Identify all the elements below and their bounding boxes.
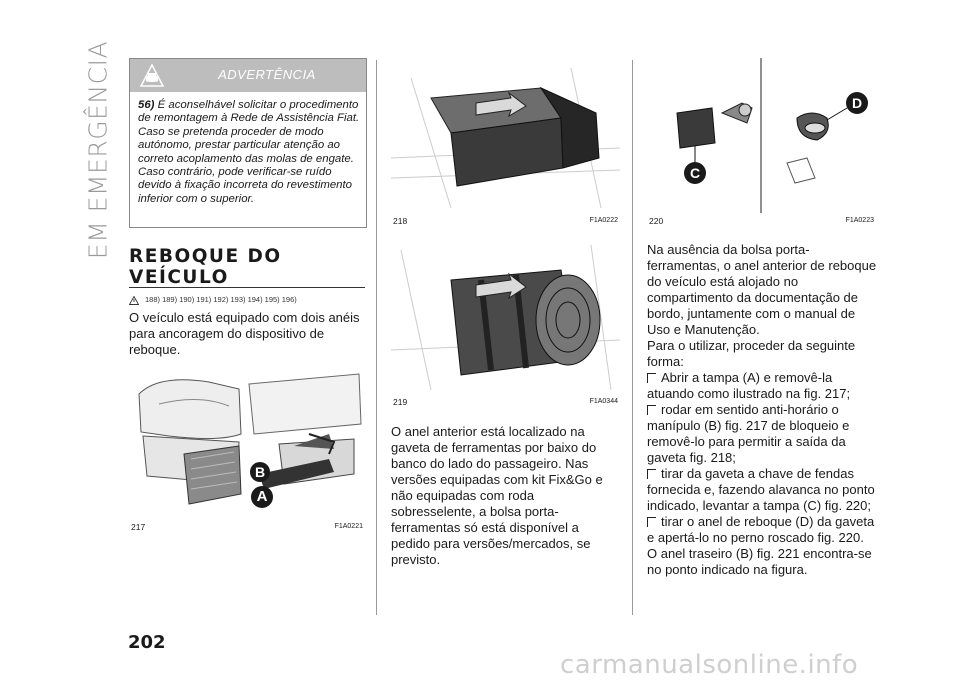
step-bullet-icon [647, 517, 656, 527]
figure-219 [391, 240, 620, 410]
step-item: tirar o anel de reboque (D) da gaveta e apertá-lo no perno roscado fig. 220. [647, 514, 875, 545]
figure-217-code: F1A0221 [334, 523, 363, 530]
section-divider [129, 287, 365, 288]
warning-text [138, 99, 362, 206]
column-3-paragraph-2: Para o utilizar, proceder da seguinte forma: [647, 338, 856, 369]
column-3-paragraph-3: O anel traseiro (B) fig. 221 encontra-se no ponto indicado na figura. [647, 546, 872, 577]
car-warning-icon [139, 63, 165, 89]
figure-220-illustration [647, 58, 876, 213]
figure-217-label-a: A [256, 488, 268, 505]
figure-218 [391, 58, 620, 228]
watermark: carmanualsonline.info [560, 650, 859, 680]
column-3-text [647, 242, 878, 578]
column-divider-2 [632, 60, 633, 615]
figure-220-code: F1A0223 [845, 217, 874, 224]
figure-218-illustration [391, 58, 620, 213]
references-list: 188) 189) 190) 191) 192) 193) 194) 195) 196) [145, 295, 297, 304]
step-bullet-icon [647, 469, 656, 479]
figure-217-number: 217 [131, 522, 146, 532]
warning-triangle-icon [129, 296, 139, 305]
figure-220-number: 220 [649, 216, 664, 226]
step-bullet-icon [647, 405, 656, 415]
warning-number: 56) [138, 99, 155, 111]
figure-218-number: 218 [393, 216, 408, 226]
column-divider-1 [376, 60, 377, 615]
section-title: REBOQUE DO VEÍCULO [129, 246, 282, 288]
figure-219-illustration [391, 240, 620, 390]
warning-header [130, 59, 366, 92]
figure-220-label-c: C [689, 165, 701, 181]
figure-217-illustration [129, 364, 365, 519]
column-2-text: O anel anterior está localizado na gaveta de ferramentas por baixo do banco do lado do passageiro. Nas versões equipadas com kit Fix&Go e não equipadas com roda sobresselente, a bolsa porta-ferramentas só está disponível a pedido para versões/mercados, se previsto. [391, 424, 603, 567]
chapter-side-tab-label: EM EMERGÊNCIA [83, 40, 113, 260]
warning-title: ADVERTÊNCIA [218, 67, 316, 82]
page-number: 202 [128, 632, 166, 653]
figure-217 [129, 364, 365, 534]
figure-218-code: F1A0222 [589, 217, 618, 224]
figure-220-label-d: D [851, 95, 863, 111]
figure-220 [647, 58, 876, 228]
step-item: rodar em sentido anti-horário o manípulo (B) fig. 217 de bloqueio e removê-lo para permitir a saída da gaveta fig. 218; [647, 402, 850, 465]
column-3-paragraph-1: Na ausência da bolsa porta-ferramentas, o anel anterior de reboque do veículo está alojado no compartimento da documentação de bordo, juntamente com o manual de Uso e Manutenção. [647, 242, 877, 337]
figure-219-code: F1A0344 [589, 398, 618, 405]
warning-references [129, 295, 297, 305]
step-item: tirar da gaveta a chave de fendas fornecida e, fazendo alavanca no ponto indicado, levantar a tampa (C) fig. 220; [647, 466, 875, 513]
figure-219-number: 219 [393, 397, 408, 407]
chapter-side-tab [84, 40, 112, 260]
step-item: Abrir a tampa (A) e removê-la atuando como ilustrado na fig. 217; [647, 370, 851, 401]
figure-217-label-b: B [255, 464, 266, 480]
warning-box [129, 58, 367, 228]
step-bullet-icon [647, 373, 656, 383]
warning-body: É aconselhável solicitar o procedimento de remontagem à Rede de Assistência Fiat. Caso se pretenda proceder de modo autónomo, prestar particular atenção ao correto acoplamento das molas de engate. Caso contrário, pode verificar-se ruído devido à fixação incorreta do revestimento inferior com o superior. [138, 99, 360, 205]
section-intro: O veículo está equipado com dois anéis para ancoragem do dispositivo de reboque. [129, 310, 360, 357]
